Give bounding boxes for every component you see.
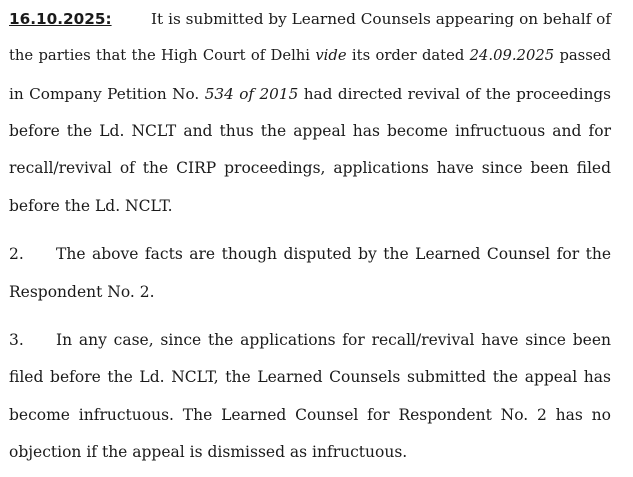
para1-line5: recall/revival of the CIRP proceedings, applications have since been filed <box>9 159 611 177</box>
para1-line3-pre: in Company Petition No. <box>9 85 200 103</box>
para1-line3 <box>9 84 611 104</box>
para3-line3: become infructuous. The Learned Counsel for Respondent No. 2 has no <box>9 406 611 424</box>
para1-line2-post: passed <box>559 47 611 64</box>
para1-petition-number: 534 of 2015 <box>204 85 299 103</box>
para1-line2-mid: its order dated <box>351 47 465 64</box>
para1-line2 <box>9 46 611 66</box>
para3-line1-text: In any case, since the applications for recall/revival have since been <box>56 331 611 349</box>
para2-line2: Respondent No. 2. <box>9 283 155 301</box>
para1-line1-text: It is submitted by Learned Counsels appearing on behalf of <box>151 10 611 28</box>
para1-line2-pre: the parties that the High Court of Delhi <box>9 47 310 64</box>
order-date: 16.10.2025: <box>9 10 112 28</box>
para3-line2: filed before the Ld. NCLT, the Learned Counsels submitted the appeal has <box>9 368 611 386</box>
para2-line1-text: The above facts are though disputed by the Learned Counsel for the <box>56 245 611 263</box>
para3-line4: objection if the appeal is dismissed as infructuous. <box>9 443 408 461</box>
para1-line4: before the Ld. NCLT and thus the appeal has become infructuous and for <box>9 122 611 140</box>
para1-order-date: 24.09.2025 <box>469 47 555 64</box>
para3-number: 3. <box>9 331 24 349</box>
para2-line1 <box>9 244 611 264</box>
para1-line3-post: had directed revival of the proceedings <box>303 85 611 103</box>
para1-line6: before the Ld. NCLT. <box>9 197 173 215</box>
para1-vide: vide <box>315 47 347 64</box>
para2-number: 2. <box>9 245 24 263</box>
para3-line1 <box>9 330 611 350</box>
para1-line1 <box>9 9 611 29</box>
